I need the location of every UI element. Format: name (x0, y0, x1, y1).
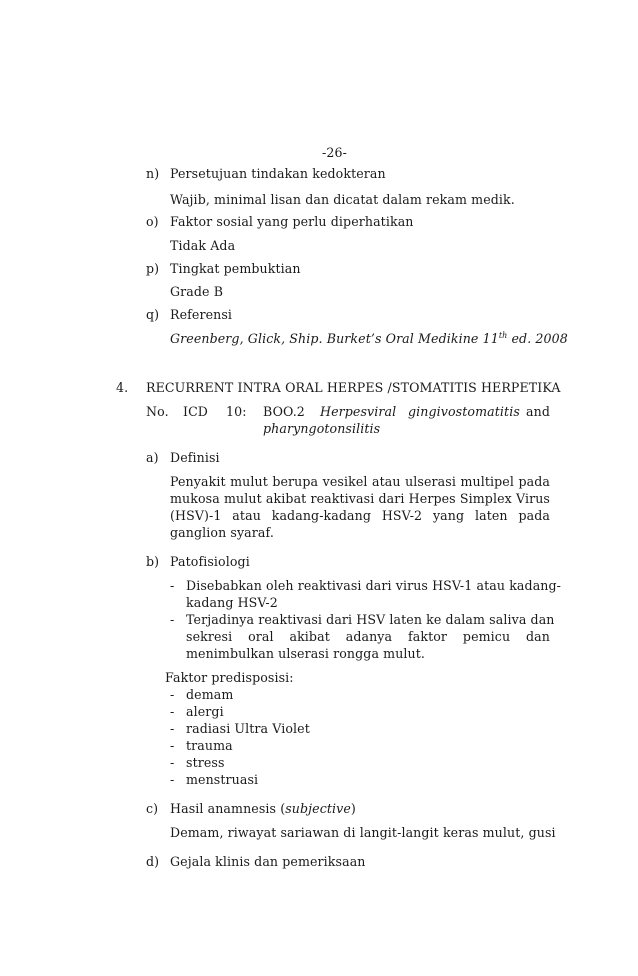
item-label-q: q) (146, 307, 160, 322)
definisi-label: a) (146, 450, 159, 465)
faktor-title: Faktor predisposisi: (165, 670, 294, 685)
icd-code: BOO.2 (263, 404, 305, 419)
definisi-line-4: ganglion syaraf. (170, 525, 274, 540)
faktor-item: menstruasi (186, 772, 259, 787)
bullet-dash: - (170, 738, 175, 753)
item-body-p: Grade B (170, 284, 224, 299)
bullet-dash: - (170, 755, 175, 770)
anamnesis-title-post: ) (350, 801, 356, 816)
patofisiologi-label: b) (146, 554, 160, 569)
faktor-item: trauma (186, 738, 233, 753)
section-title: RECURRENT INTRA ORAL HERPES /STOMATITIS HERPETIKA (146, 380, 561, 395)
bullet-dash: - (170, 578, 175, 593)
bullet-dash: - (170, 704, 175, 719)
gejala-label: d) (146, 854, 160, 869)
icd-term-2: gingivostomatitis (408, 404, 520, 419)
definisi-title: Definisi (170, 450, 220, 465)
faktor-item: radiasi Ultra Violet (186, 721, 310, 736)
item-body-o: Tidak Ada (170, 238, 236, 253)
definisi-line-1: Penyakit mulut berupa vesikel atau ulserasi multipel pada (170, 474, 550, 489)
anamnesis-title-italic: subjective (285, 801, 351, 816)
item-label-p: p) (146, 261, 160, 276)
patofisiologi-point-1-line-2: kadang HSV-2 (186, 595, 278, 610)
anamnesis-label: c) (146, 801, 159, 816)
anamnesis-title-pre: Hasil anamnesis ( (170, 801, 286, 816)
item-title-p: Tingkat pembuktian (170, 261, 301, 276)
item-title-n: Persetujuan tindakan kedokteran (170, 166, 386, 181)
faktor-item: alergi (186, 704, 224, 719)
icd-label: ICD (183, 404, 209, 419)
reference-tail: ed. 2008 (507, 331, 568, 347)
section-number: 4. (116, 380, 129, 395)
faktor-item: stress (186, 755, 225, 770)
icd-no: No. (146, 404, 169, 419)
icd-term-3: pharyngotonsilitis (263, 421, 381, 436)
reference-main: Greenberg, Glick, Ship. Burket’s Oral Medikine 11 (170, 331, 499, 347)
reference-sup: th (498, 331, 508, 340)
item-title-q: Referensi (170, 307, 233, 322)
patofisiologi-point-1-line-1: Disebabkan oleh reaktivasi dari virus HSV-1 atau kadang- (186, 578, 562, 593)
patofisiologi-title: Patofisiologi (170, 554, 250, 569)
definisi-line-3: (HSV)-1 atau kadang-kadang HSV-2 yang laten pada (170, 508, 550, 523)
item-label-n: n) (146, 166, 160, 181)
icd-term-1: Herpesviral (320, 404, 397, 419)
definisi-line-2: mukosa mulut akibat reaktivasi dari Herpes Simplex Virus (170, 491, 550, 506)
item-title-o: Faktor sosial yang perlu diperhatikan (170, 214, 414, 229)
patofisiologi-point-2-line-3: menimbulkan ulserasi rongga mulut. (186, 646, 426, 661)
page-number: -26- (322, 145, 347, 160)
anamnesis-title (170, 801, 356, 816)
bullet-dash: - (170, 721, 175, 736)
gejala-title: Gejala klinis dan pemeriksaan (170, 854, 366, 869)
bullet-dash: - (170, 612, 175, 627)
anamnesis-body: Demam, riwayat sariawan di langit-langit keras mulut, gusi (170, 825, 556, 840)
patofisiologi-point-2-line-2: sekresi oral akibat adanya faktor pemicu dan (186, 629, 550, 644)
patofisiologi-point-2-line-1: Terjadinya reaktivasi dari HSV laten ke dalam saliva dan (186, 612, 555, 627)
item-label-o: o) (146, 214, 159, 229)
bullet-dash: - (170, 687, 175, 702)
reference-citation (170, 331, 568, 346)
faktor-item: demam (186, 687, 234, 702)
bullet-dash: - (170, 772, 175, 787)
icd-version: 10: (226, 404, 247, 419)
item-body-n: Wajib, minimal lisan dan dicatat dalam rekam medik. (170, 192, 515, 207)
icd-and: and (526, 404, 550, 419)
